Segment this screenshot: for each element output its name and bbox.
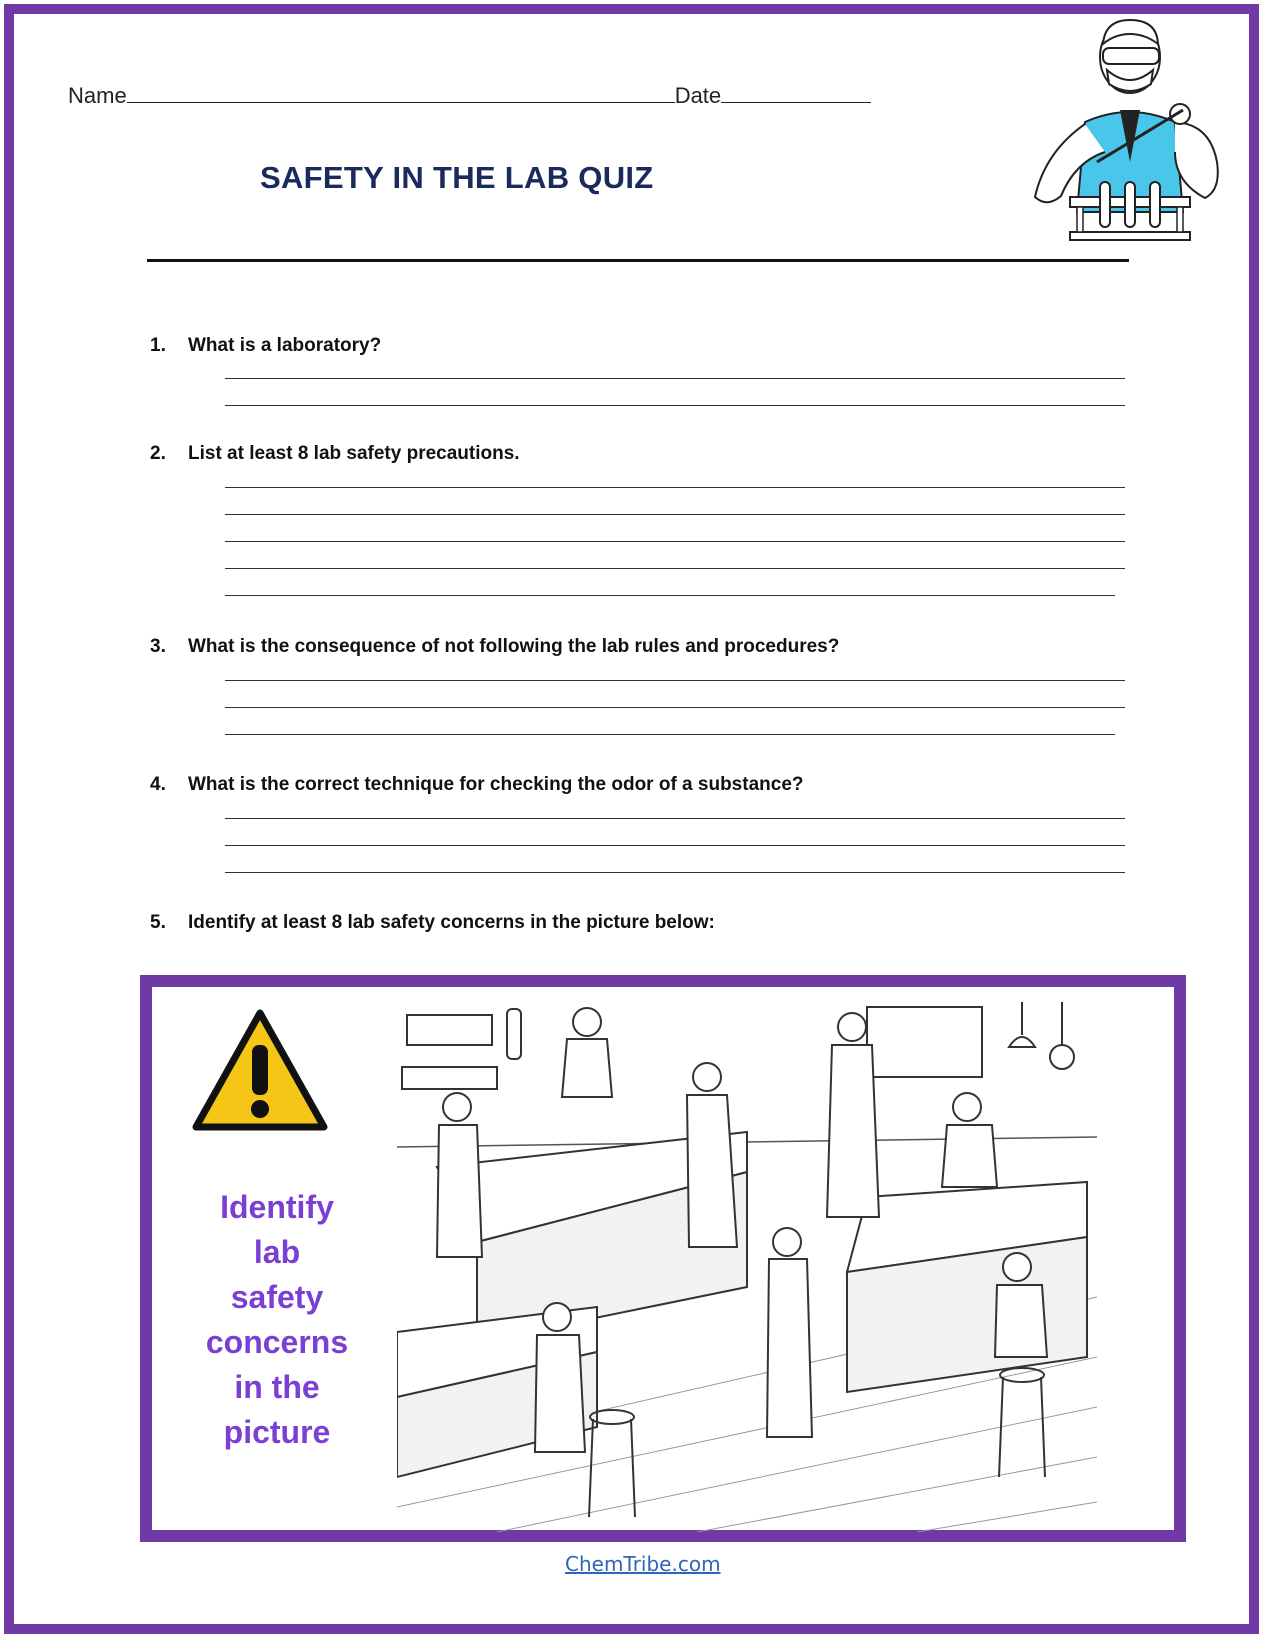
answer-line[interactable] bbox=[225, 707, 1125, 708]
question-1 bbox=[150, 335, 381, 357]
answer-line[interactable] bbox=[225, 595, 1115, 596]
picture-caption bbox=[172, 1185, 382, 1455]
answer-line[interactable] bbox=[225, 514, 1125, 515]
lab-scene-illustration bbox=[397, 997, 1097, 1532]
question-number: 5. bbox=[150, 912, 166, 933]
question-text: List at least 8 lab safety precautions. bbox=[188, 443, 520, 464]
answer-line[interactable] bbox=[225, 568, 1125, 569]
caption-line: concerns bbox=[205, 1324, 349, 1360]
scientist-illustration bbox=[1025, 12, 1255, 252]
question-number: 4. bbox=[150, 774, 166, 795]
question-text: Identify at least 8 lab safety concerns in the picture below: bbox=[188, 912, 715, 933]
header-divider bbox=[147, 259, 1129, 262]
caption-line: picture bbox=[223, 1414, 331, 1450]
answer-line[interactable] bbox=[225, 541, 1125, 542]
lab-picture-panel bbox=[140, 975, 1186, 1542]
name-blank[interactable] bbox=[127, 82, 675, 103]
chemtribe-link[interactable]: ChemTribe.com bbox=[565, 1552, 721, 1576]
answer-line[interactable] bbox=[225, 487, 1125, 488]
question-number: 1. bbox=[150, 335, 166, 356]
question-number: 2. bbox=[150, 443, 166, 464]
caption-line: lab bbox=[253, 1234, 301, 1270]
question-text: What is the consequence of not following the lab rules and procedures? bbox=[188, 636, 840, 657]
page-title: SAFETY IN THE LAB QUIZ bbox=[260, 160, 654, 195]
caption-line: safety bbox=[230, 1279, 324, 1315]
question-number: 3. bbox=[150, 636, 166, 657]
warning-triangle-icon bbox=[190, 1007, 330, 1135]
question-4 bbox=[150, 774, 804, 796]
question-text: What is a laboratory? bbox=[188, 335, 382, 356]
date-blank[interactable] bbox=[721, 82, 871, 103]
caption-line: Identify bbox=[220, 1189, 334, 1225]
question-3 bbox=[150, 636, 839, 658]
answer-line[interactable] bbox=[225, 818, 1125, 819]
answer-line[interactable] bbox=[225, 845, 1125, 846]
caption-line: in the bbox=[234, 1369, 320, 1405]
answer-line[interactable] bbox=[225, 378, 1125, 379]
question-5 bbox=[150, 912, 715, 934]
answer-line[interactable] bbox=[225, 734, 1115, 735]
name-label: Name bbox=[68, 83, 127, 108]
question-2 bbox=[150, 443, 520, 465]
date-label: Date bbox=[674, 83, 722, 108]
question-text: What is the correct technique for checking the odor of a substance? bbox=[188, 774, 804, 795]
answer-line[interactable] bbox=[225, 872, 1125, 873]
answer-line[interactable] bbox=[225, 680, 1125, 681]
answer-line[interactable] bbox=[225, 405, 1125, 406]
name-field[interactable] bbox=[68, 82, 871, 109]
